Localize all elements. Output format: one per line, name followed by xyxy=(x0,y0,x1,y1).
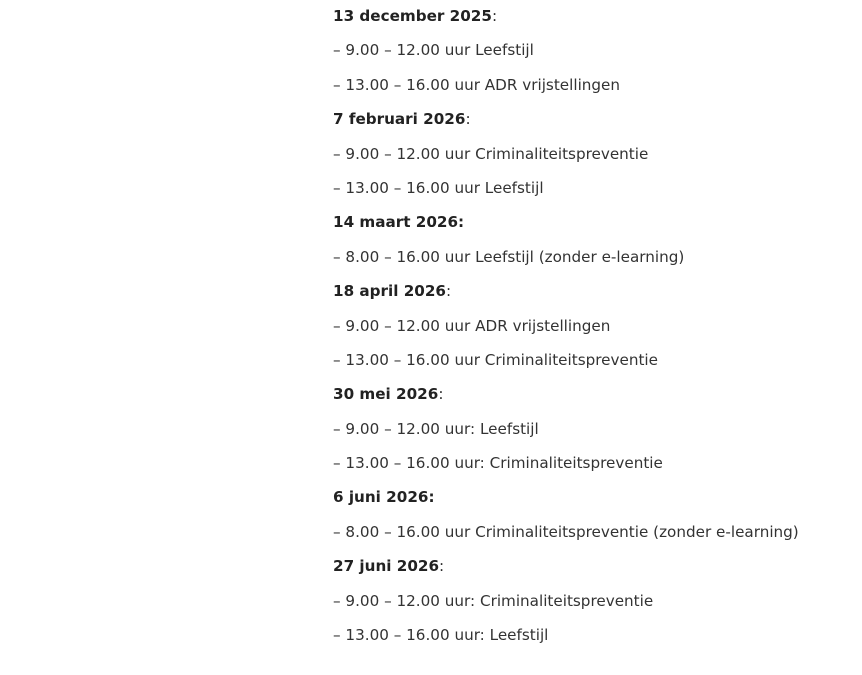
schedule-day xyxy=(333,5,833,108)
time-slot: – 8.00 – 16.00 uur Leefstijl (zonder e-learning) xyxy=(333,247,685,266)
date-colon: : xyxy=(465,110,471,129)
date-label: 13 december 2025 xyxy=(333,7,492,25)
time-slot: – 13.00 – 16.00 uur ADR vrijstellingen xyxy=(333,75,621,94)
date-heading xyxy=(333,5,833,39)
time-slot: – 13.00 – 16.00 uur: Leefstijl xyxy=(333,626,549,645)
time-slot: – 13.00 – 16.00 uur Leefstijl xyxy=(333,178,544,197)
schedule-day xyxy=(333,280,833,383)
time-slot: – 13.00 – 16.00 uur: Criminaliteitspreventie xyxy=(333,454,663,473)
time-slot: – 9.00 – 12.00 uur: Criminaliteitspreventie xyxy=(333,591,654,610)
time-slot: – 9.00 – 12.00 uur: Leefstijl xyxy=(333,419,539,438)
date-heading xyxy=(333,108,833,142)
date-label: 18 april 2026 xyxy=(333,282,447,301)
date-colon: : xyxy=(446,282,452,301)
course-schedule xyxy=(333,5,833,658)
schedule-day xyxy=(333,108,833,211)
schedule-day xyxy=(333,211,833,280)
date-label: 6 juni 2026: xyxy=(333,488,435,507)
time-slot: – 9.00 – 12.00 uur ADR vrijstellingen xyxy=(333,316,611,335)
time-slot: – 13.00 – 16.00 uur Criminaliteitspreventie xyxy=(333,350,658,369)
time-slot: – 8.00 – 16.00 uur Criminaliteitspreventie (zonder e-learning) xyxy=(333,522,799,541)
date-heading xyxy=(333,555,833,589)
date-heading xyxy=(333,211,833,245)
date-colon: : xyxy=(491,7,498,25)
date-colon: : xyxy=(439,557,445,576)
schedule-day xyxy=(333,383,833,486)
date-label: 30 mei 2026 xyxy=(333,385,439,404)
date-label: 14 maart 2026: xyxy=(333,213,465,232)
schedule-day xyxy=(333,486,833,555)
date-heading xyxy=(333,486,833,520)
date-heading xyxy=(333,383,833,417)
schedule-day xyxy=(333,555,833,658)
time-slot: – 9.00 – 12.00 uur Leefstijl xyxy=(333,41,534,60)
date-colon: : xyxy=(438,385,444,404)
date-heading xyxy=(333,280,833,314)
date-label: 7 februari 2026 xyxy=(333,110,466,129)
date-label: 27 juni 2026 xyxy=(333,557,440,576)
time-slot: – 9.00 – 12.00 uur Criminaliteitspreventie xyxy=(333,144,649,163)
